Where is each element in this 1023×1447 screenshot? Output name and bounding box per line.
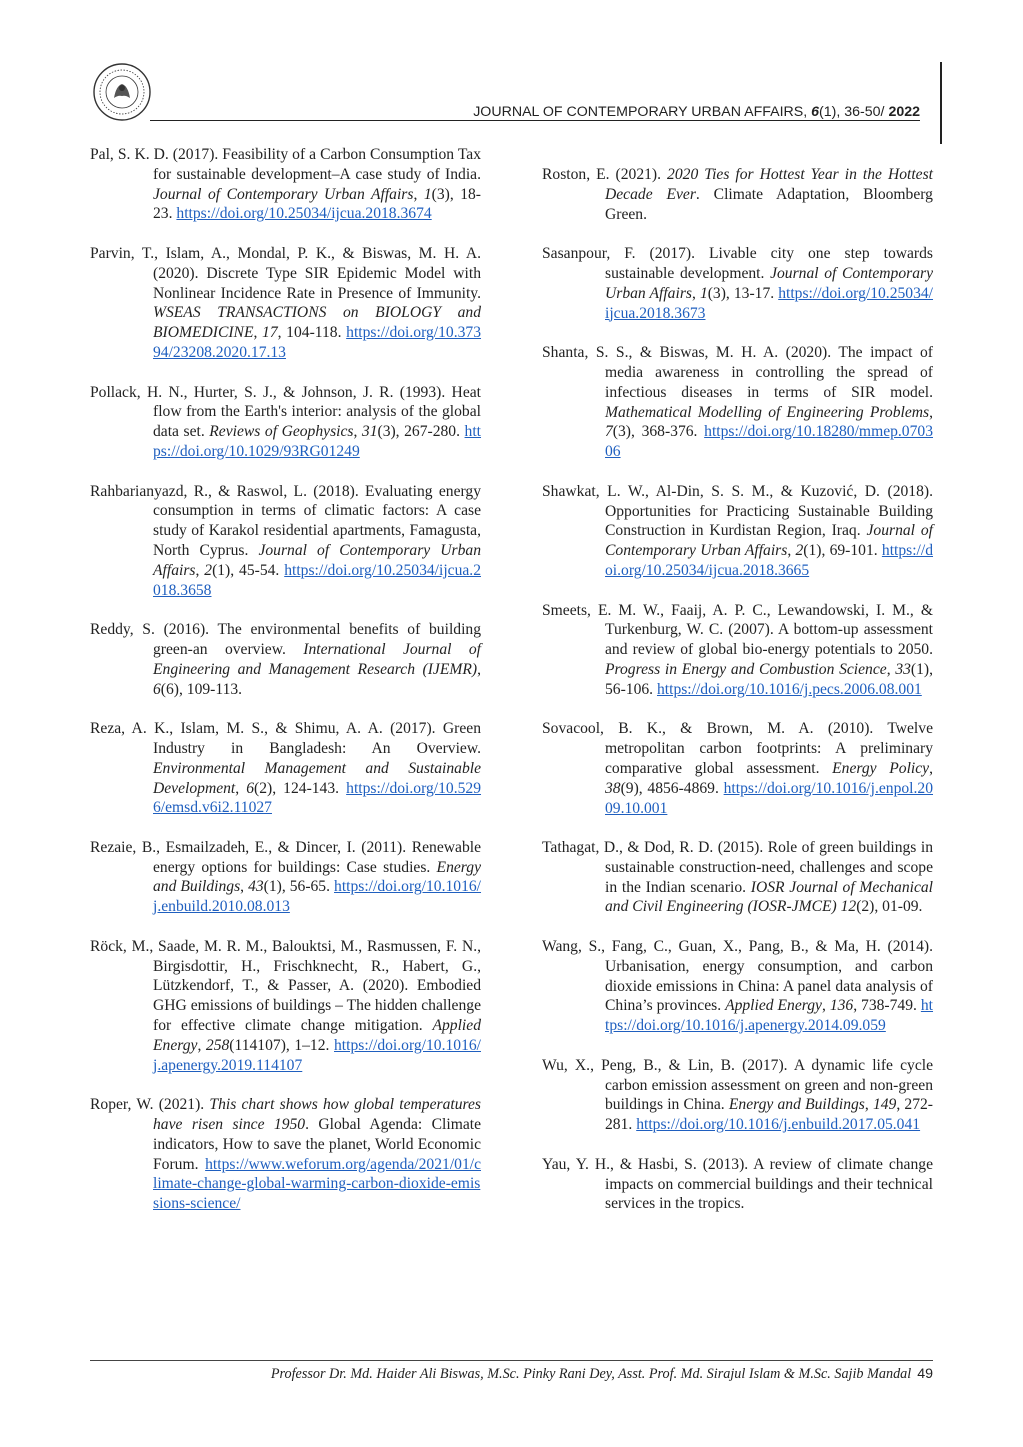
reference-entry — [542, 601, 933, 700]
reference-pages: , 738-749. — [853, 997, 917, 1015]
reference-text: Rahbarianyazd, R., & Raswol, L. (2018). Evaluating energy consumption in terms of climatic factors: A case study of Karakol residential apartments, Famagusta, North Cyprus. — [90, 482, 481, 559]
reference-text: Shawkat, L. W., Al-Din, S. S. M., & Kuzović, D. (2018). Opportunities for Practicing Sustainable Building Construction in Kurdistan Region, Iraq. — [542, 482, 933, 540]
reference-separator: , — [235, 779, 247, 797]
reference-pages: (1), 45-54. — [212, 561, 280, 579]
reference-entry — [542, 244, 933, 323]
reference-pages: (9), 4856-4869. — [620, 779, 719, 797]
reference-journal: Journal of Contemporary Urban Affairs — [605, 264, 933, 302]
reference-pages: (1), 56-65. — [263, 878, 331, 896]
header-vertical-bar — [940, 62, 942, 144]
reference-doi-link[interactable]: https://doi.org/10.1016/j.enbuild.2010.08.013 — [153, 878, 482, 916]
reference-separator: , — [691, 284, 700, 302]
reference-separator: , — [353, 423, 362, 441]
reference-text: Rezaie, B., Esmailzadeh, E., & Dincer, I. (2011). Renewable energy options for buildings: Case studies. — [90, 838, 481, 876]
reference-text: Roper, W. (2021). — [90, 1096, 210, 1114]
header-rule — [150, 120, 920, 121]
reference-journal: Journal of Contemporary Urban Affairs — [153, 185, 414, 203]
reference-text: Roston, E. (2021). — [542, 166, 668, 183]
reference-text: Wang, S., Fang, C., Guan, X., Pang, B., & Ma, H. (2014). Urbanisation, energy consumption, and carbon dioxide emissions in China: A panel data analysis of China’s provinces. — [542, 938, 933, 1015]
reference-text: Pollack, H. N., Hurter, S. J., & Johnson, J. R. (1993). Heat flow from the Earth's interior: analysis of the global data set. — [90, 383, 481, 441]
reference-doi-link[interactable]: https://doi.org/10.1029/93RG01249 — [153, 423, 482, 460]
journal-volume: 6 — [811, 104, 820, 120]
reference-journal: Applied Energy — [153, 1017, 481, 1054]
reference-volume: 6 — [246, 779, 255, 797]
reference-entry — [542, 719, 933, 818]
reference-volume: 1 — [699, 284, 708, 302]
reference-separator: , — [886, 660, 896, 678]
reference-journal: Journal of Contemporary Urban Affairs — [153, 541, 481, 579]
reference-entry — [542, 165, 933, 224]
journal-issue-pages: (1), 36-50/ — [819, 104, 889, 120]
reference-volume: 38 — [605, 779, 621, 797]
reference-pages: (6), 109-113. — [160, 680, 243, 698]
reference-journal: Journal of Contemporary Urban Affairs — [605, 522, 933, 560]
reference-text: Pal, S. K. D. (2017). Feasibility of a Carbon Consumption Tax for sustainable development–A case study of India. — [90, 146, 481, 183]
reference-journal: Mathematical Modelling of Engineering Problems — [605, 403, 930, 421]
reference-journal: Progress in Energy and Combustion Science — [605, 660, 887, 678]
reference-journal: This chart shows how global temperatures have risen since 1950 — [153, 1096, 481, 1134]
reference-text: Röck, M., Saade, M. R. M., Balouktsi, M., Rasmussen, F. N., Birgisdottir, H., Frischknecht, R., Habert, G., Lützkendorf, T., & Passer, A. (2020). Embodied GHG emissions of buildings – The hidden challenge for effective climate change mitigation. — [90, 937, 481, 1035]
reference-text: Shanta, S. S., & Biswas, M. H. A. (2020). The impact of media awareness in controlling the spread of infectious diseases in terms of SIR model. — [542, 344, 933, 401]
reference-entry — [542, 343, 933, 462]
reference-text: Yau, Y. H., & Hasbi, S. (2013). A review of climate change impacts on commercial buildings and their technical services in the tropics. — [542, 1155, 933, 1213]
reference-text: Wu, X., Peng, B., & Lin, B. (2017). A dynamic life cycle carbon emission assessment on green and non-green buildings in China. — [542, 1056, 933, 1114]
reference-entry — [542, 482, 933, 581]
reference-entry — [90, 620, 481, 699]
footer-rule — [90, 1360, 933, 1361]
reference-entry — [542, 937, 933, 1036]
page-number: 49 — [917, 1366, 933, 1382]
references-left-column — [90, 145, 481, 1234]
reference-text: Tathagat, D., & Dod, R. D. (2015). Role of green buildings in sustainable construction-need, challenges and scope in the Indian scenario. — [542, 839, 933, 896]
reference-entry — [90, 145, 481, 224]
reference-text: Sasanpour, F. (2017). Livable city one step towards sustainable development. — [542, 245, 933, 282]
reference-entry — [90, 719, 481, 818]
reference-entry — [542, 1155, 933, 1214]
reference-doi-link[interactable]: https://doi.org/10.1016/j.enpol.2009.10.001 — [605, 779, 933, 817]
reference-separator: , — [477, 660, 481, 678]
reference-pages: (3), 368-376. — [612, 423, 698, 441]
reference-separator: . Climate Adaptation, Bloomberg Green. — [605, 185, 933, 223]
reference-doi-link[interactable]: https://doi.org/10.25034/ijcua.2018.3673 — [605, 284, 934, 322]
reference-text: Smeets, E. M. W., Faaij, A. P. C., Lewandowski, I. M., & Turkenburg, W. C. (2007). A bottom-up assessment and review of global bio-energy potentials to 2050. — [542, 601, 933, 659]
reference-pages: (2), 124-143. — [254, 779, 340, 797]
journal-seal-logo — [92, 62, 152, 122]
reference-separator: , — [240, 878, 249, 896]
reference-text: Sovacool, B. K., & Brown, M. A. (2010). Twelve metropolitan carbon footprints: A preliminary comparative global assessment. — [542, 720, 933, 777]
reference-volume: 31 — [361, 423, 378, 441]
reference-entry — [90, 838, 481, 917]
reference-text: Reddy, S. (2016). The environmental benefits of building green-an overview. — [90, 621, 481, 658]
reference-journal: Applied Energy — [725, 997, 822, 1015]
reference-volume: 1 — [423, 185, 432, 203]
footer-authors: Professor Dr. Md. Haider Ali Biswas, M.Sc. Pinky Rani Dey, Asst. Prof. Md. Sirajul Islam & M.Sc. Sajib Mandal — [270, 1366, 912, 1382]
reference-doi-link[interactable]: https://doi.org/10.1016/j.apenergy.2019.114107 — [153, 1036, 481, 1074]
reference-pages: , 104-118. — [277, 324, 342, 342]
reference-pages: , 272-281. — [605, 1096, 933, 1134]
reference-separator: , — [864, 1096, 873, 1114]
reference-doi-link[interactable]: https://doi.org/10.18280/mmep.070306 — [605, 423, 933, 461]
reference-entry — [90, 383, 481, 462]
reference-volume: 6 — [153, 680, 161, 698]
reference-pages: (3), 18-23. — [153, 185, 481, 223]
reference-separator: , — [929, 403, 933, 421]
reference-entry — [90, 937, 481, 1076]
reference-pages: (1), 56-106. — [605, 660, 933, 698]
reference-journal: Energy Policy — [832, 759, 930, 777]
reference-volume: 7 — [605, 423, 613, 441]
reference-volume: 149 — [872, 1096, 897, 1114]
reference-doi-link[interactable]: https://doi.org/10.5296/emsd.v6i2.11027 — [153, 779, 482, 817]
reference-doi-link[interactable]: https://doi.org/10.1016/j.apenergy.2014.09.059 — [605, 997, 934, 1035]
page-footer — [271, 1366, 933, 1383]
reference-journal: Reviews of Geophysics — [209, 423, 354, 441]
reference-doi-link[interactable]: https://doi.org/10.25034/ijcua.2018.3674 — [176, 205, 432, 223]
reference-volume: 33 — [895, 660, 911, 678]
reference-separator: , — [787, 542, 796, 560]
reference-doi-link[interactable]: https://www.weforum.org/agenda/2021/01/climate-change-global-warming-carbon-dioxide-emissions-science/ — [153, 1155, 481, 1213]
reference-journal: 2020 Ties for Hottest Year in the Hottest Decade Ever — [605, 166, 933, 203]
reference-pages: (114107), 1–12. — [229, 1036, 330, 1054]
reference-doi-link[interactable]: https://doi.org/10.37394/23208.2020.17.13 — [153, 324, 482, 361]
reference-volume: 2 — [795, 542, 804, 560]
reference-pages: (2), 01-09. — [856, 898, 923, 916]
reference-separator: , — [195, 561, 205, 579]
reference-text: Parvin, T., Islam, A., Mondal, P. K., & Biswas, M. H. A. (2020). Discrete Type SIR Epidemic Model with Nonlinear Incidence Rate in Presence of Immunity. — [90, 244, 481, 302]
references-right-column — [542, 165, 933, 1234]
reference-journal: Energy and Buildings — [153, 858, 481, 896]
reference-text: Reza, A. K., Islam, M. S., & Shimu, A. A. (2017). Green Industry in Bangladesh: An Overview. — [90, 720, 481, 757]
reference-pages: (1), 69-101. — [803, 542, 878, 560]
reference-doi-link[interactable]: https://doi.org/10.1016/j.pecs.2006.08.001 — [656, 680, 922, 698]
reference-entry — [542, 1056, 933, 1135]
reference-doi-link[interactable]: https://doi.org/10.25034/ijcua.2018.3658 — [153, 561, 481, 599]
reference-pages: (3), 267-280. — [377, 423, 460, 441]
journal-year: 2022 — [888, 104, 920, 120]
reference-journal: International Journal of Engineering and Management Research (IJEMR) — [153, 640, 481, 678]
reference-separator: , — [197, 1036, 206, 1054]
reference-separator: , — [821, 997, 830, 1015]
reference-journal: Energy and Buildings — [728, 1096, 865, 1114]
reference-journal: WSEAS TRANSACTIONS on BIOLOGY and BIOMEDICINE — [153, 304, 481, 342]
reference-doi-link[interactable]: https://doi.org/10.25034/ijcua.2018.3665 — [605, 542, 934, 579]
reference-journal: Environmental Management and Sustainable Development — [153, 759, 481, 797]
reference-separator: , — [413, 185, 424, 203]
reference-entry — [90, 244, 481, 363]
reference-pages: (3), 13-17. — [707, 284, 775, 302]
reference-volume: 17 — [262, 324, 278, 342]
reference-volume: 2 — [204, 561, 213, 579]
reference-entry — [542, 838, 933, 917]
reference-separator: , — [929, 759, 933, 777]
reference-volume: 136 — [829, 997, 854, 1015]
reference-volume: 43 — [248, 878, 264, 896]
journal-header — [473, 104, 920, 120]
journal-name: JOURNAL OF CONTEMPORARY URBAN AFFAIRS, — [473, 104, 812, 120]
reference-entry — [90, 482, 481, 601]
reference-journal: IOSR Journal of Mechanical and Civil Engineering (IOSR-JMCE) 12 — [605, 878, 934, 916]
reference-entry — [90, 1095, 481, 1214]
reference-separator: . Global Agenda: Climate indicators, How to save the planet, World Economic Forum. — [153, 1116, 482, 1173]
reference-doi-link[interactable]: https://doi.org/10.1016/j.enbuild.2017.05.041 — [636, 1116, 921, 1134]
reference-separator: , — [253, 324, 263, 342]
reference-volume: 258 — [205, 1036, 230, 1054]
